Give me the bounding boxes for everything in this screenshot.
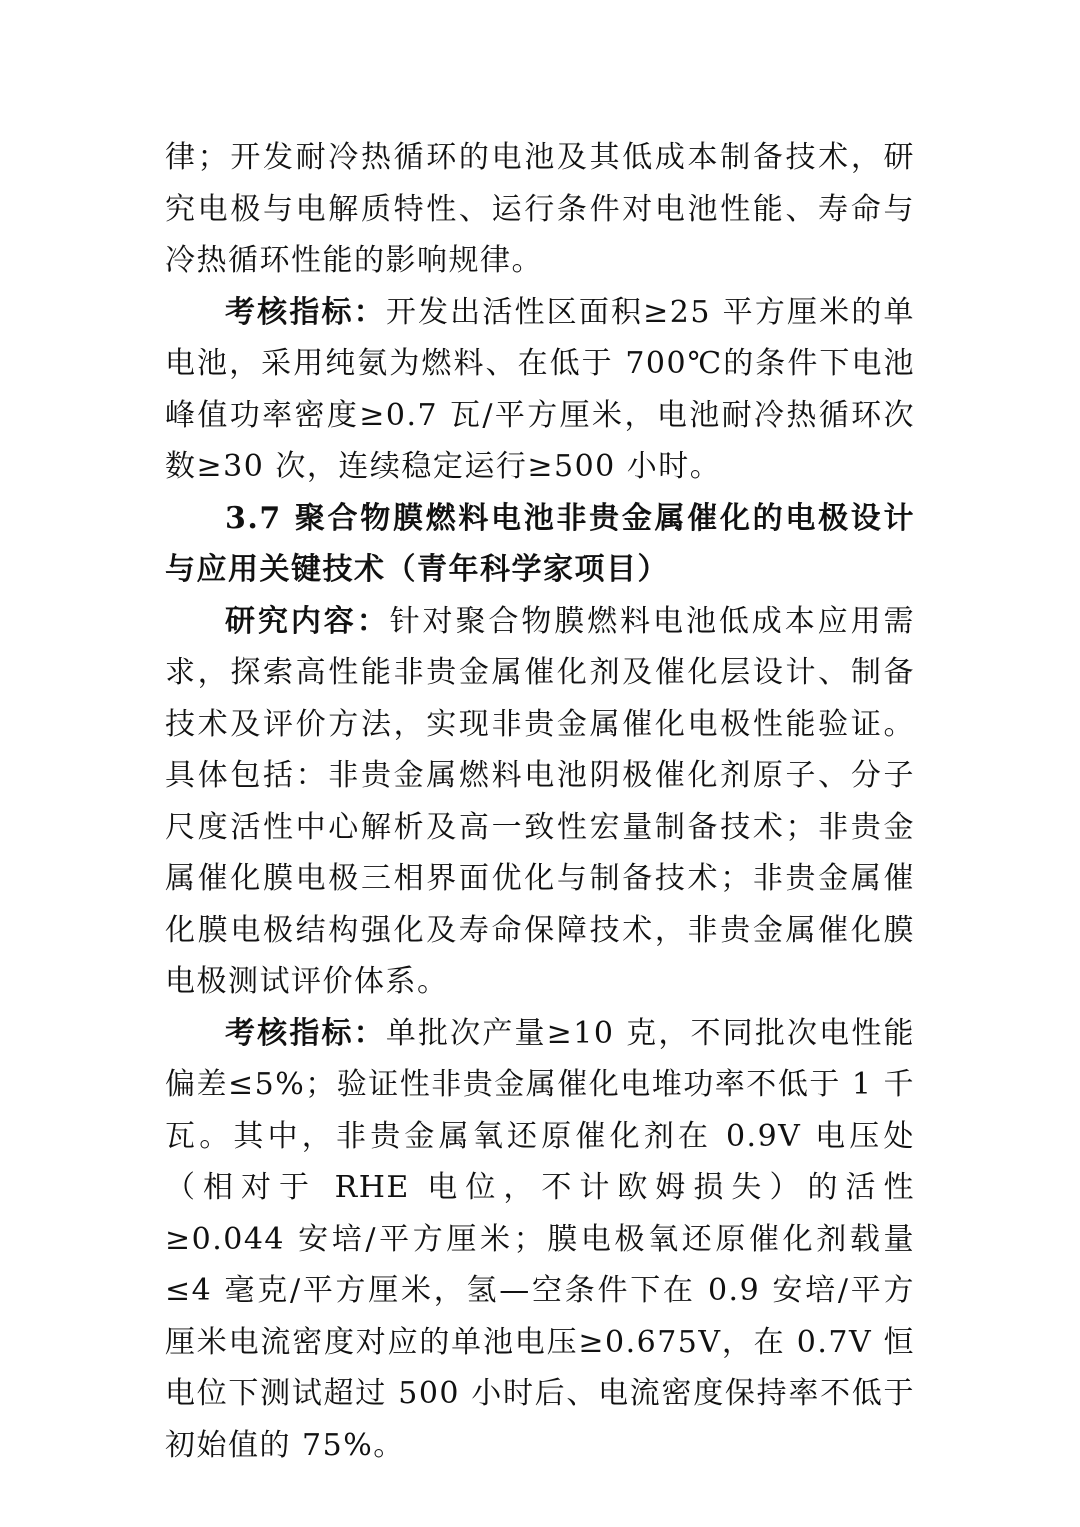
research-content-label: 研究内容： [225, 603, 390, 639]
paragraph-text: 单批次产量≥10 克，不同批次电性能偏差≤5%；验证性非贵金属催化电堆功率不低于 1 千瓦。其中，非贵金属氧还原催化剂在 0.9V 电压处（相对于 RHE 电位，不计欧姆损失）的活性≥0.044 安培/平方厘米；膜电极氧还原催化剂载量≤4 毫克/平方厘米，氢—空条件下在 0.9 安培/平方厘米电流密度对应的单池电压≥0.675V，在 0.7V 恒电位下测试超过 500 小时后、电流密度保持率不低于初始值的 75%。 [165, 1015, 915, 1463]
paragraph-assessment-indicators-1 [165, 287, 915, 493]
paragraph-text: 律；开发耐冷热循环的电池及其低成本制备技术，研究电极与电解质特性、运行条件对电池性能、寿命与冷热循环性能的影响规律。 [165, 140, 915, 278]
assessment-label: 考核指标： [225, 1015, 386, 1051]
paragraph-text: 开发出活性区面积≥25 平方厘米的单电池，采用纯氨为燃料、在低于 700℃的条件下电池峰值功率密度≥0.7 瓦/平方厘米，电池耐冷热循环次数≥30 次，连续稳定运行≥500 小时。 [165, 294, 915, 484]
paragraph-text: 针对聚合物膜燃料电池低成本应用需求，探索高性能非贵金属催化剂及催化层设计、制备技术及评价方法，实现非贵金属催化电极性能验证。具体包括：非贵金属燃料电池阴极催化剂原子、分子尺度活性中心解析及高一致性宏量制备技术；非贵金属催化膜电极三相界面优化与制备技术；非贵金属催化膜电极结构强化及寿命保障技术，非贵金属催化膜电极测试评价体系。 [165, 603, 915, 999]
paragraph-continuation [165, 132, 915, 287]
document-page [165, 132, 915, 1471]
paragraph-research-content [165, 596, 915, 1008]
section-heading-text: 3.7 聚合物膜燃料电池非贵金属催化的电极设计与应用关键技术（青年科学家项目） [165, 500, 915, 587]
section-heading-3-7 [165, 493, 915, 596]
paragraph-assessment-indicators-2 [165, 1008, 915, 1472]
assessment-label: 考核指标： [225, 294, 386, 330]
